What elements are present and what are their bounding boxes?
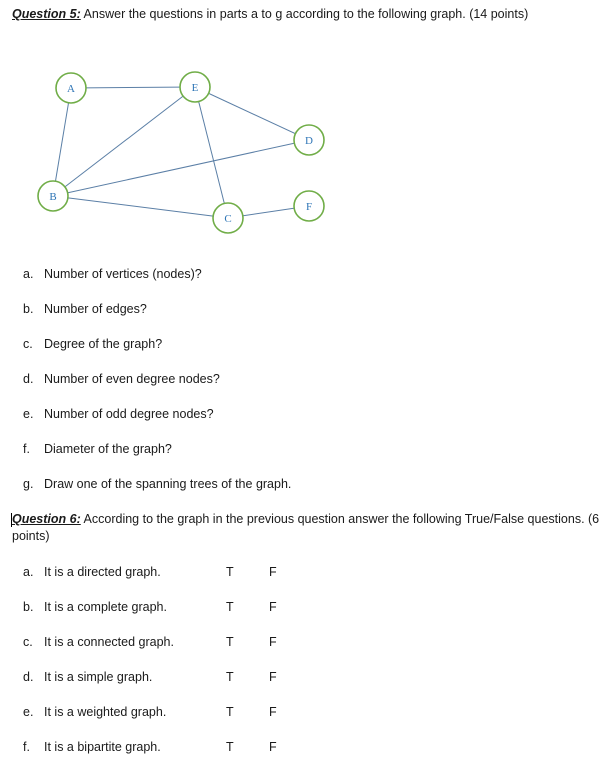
item-letter: a. [23, 565, 34, 579]
item-letter: c. [23, 635, 33, 649]
q6-item-e [23, 704, 166, 720]
edge-a-e [71, 87, 195, 88]
q6-d-false: F [269, 670, 277, 684]
q6-c-true: T [226, 635, 234, 649]
item-text: It is a directed graph. [44, 565, 161, 579]
item-text: Degree of the graph? [44, 337, 163, 351]
q6-f-false: F [269, 740, 277, 754]
question-6-heading [12, 511, 602, 545]
item-letter: a. [23, 267, 34, 281]
item-text: It is a complete graph. [44, 600, 167, 614]
q6-d-true: T [226, 670, 234, 684]
question-5-label: Question 5: [12, 7, 81, 21]
q6-item-a [23, 564, 161, 580]
item-text: Number of even degree nodes? [44, 372, 220, 386]
q6-a-false: F [269, 565, 277, 579]
q5-item-c [23, 336, 162, 352]
item-text: It is a simple graph. [44, 670, 153, 684]
edge-b-d [53, 140, 309, 196]
q6-f-true: T [226, 740, 234, 754]
q6-b-true: T [226, 600, 234, 614]
item-text: It is a weighted graph. [44, 705, 167, 719]
item-text: It is a bipartite graph. [44, 740, 161, 754]
item-text: Draw one of the spanning trees of the graph. [44, 477, 292, 491]
question-6-text: According to the graph in the previous question answer the following True/False questions. (6 points) [12, 512, 600, 543]
edge-a-b [53, 88, 71, 196]
node-b [38, 181, 68, 211]
edge-e-c [195, 87, 228, 218]
item-letter: e. [23, 407, 34, 421]
question-6-label: Question 6: [12, 512, 81, 526]
q6-item-f [23, 739, 161, 755]
item-text: Number of vertices (nodes)? [44, 267, 202, 281]
q5-item-b [23, 301, 147, 317]
item-text: Number of odd degree nodes? [44, 407, 214, 421]
q6-item-d [23, 669, 152, 685]
node-a [56, 73, 86, 103]
edge-e-d [195, 87, 309, 140]
graph-figure [0, 0, 614, 250]
node-c-label: C [224, 213, 232, 225]
q6-item-c [23, 634, 174, 650]
node-b-label: B [49, 191, 57, 203]
q6-e-false: F [269, 705, 277, 719]
question-5-text: Answer the questions in parts a to g according to the following graph. (14 points) [80, 7, 529, 21]
q6-item-b [23, 599, 167, 615]
item-letter: b. [23, 600, 34, 614]
node-e-label: E [191, 82, 199, 94]
q5-item-f [23, 441, 172, 457]
item-letter: d. [23, 670, 34, 684]
node-d-label: D [305, 135, 313, 147]
item-text: Number of edges? [44, 302, 147, 316]
q5-item-g [23, 476, 291, 492]
item-letter: c. [23, 337, 33, 351]
q5-item-e [23, 406, 214, 422]
item-text: Diameter of the graph? [44, 442, 172, 456]
node-e [180, 72, 210, 102]
graph-edges [53, 87, 309, 218]
q6-b-false: F [269, 600, 277, 614]
item-letter: f. [23, 740, 30, 754]
q6-a-true: T [226, 565, 234, 579]
node-a-label: A [67, 83, 75, 95]
node-c [213, 203, 243, 233]
item-letter: e. [23, 705, 34, 719]
q5-item-a [23, 266, 202, 282]
item-text: It is a connected graph. [44, 635, 174, 649]
node-f-label: F [305, 201, 313, 213]
item-letter: b. [23, 302, 34, 316]
node-d [294, 125, 324, 155]
node-f [294, 191, 324, 221]
item-letter: f. [23, 442, 30, 456]
q5-item-d [23, 371, 220, 387]
item-letter: g. [23, 477, 34, 491]
q6-c-false: F [269, 635, 277, 649]
edge-b-c [53, 196, 228, 218]
item-letter: d. [23, 372, 34, 386]
q6-e-true: T [226, 705, 234, 719]
